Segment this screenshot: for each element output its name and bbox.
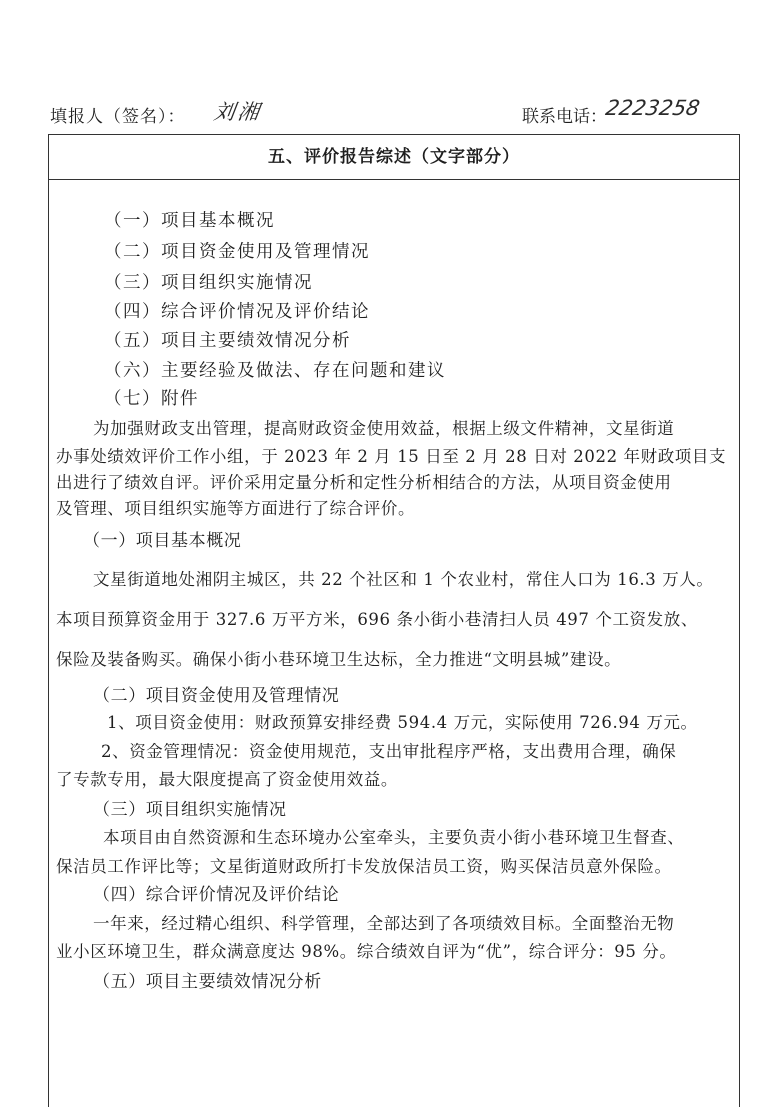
intro-line-1: 为加强财政支出管理，提高财政资金使用效益，根据上级文件精神，文星街道: [93, 419, 675, 438]
s1-line-3: 保险及装备购买。确保小街小巷环境卫生达标，全力推进“文明县城”建设。: [56, 650, 622, 669]
toc-item-1: （一）项目基本概况: [104, 211, 275, 231]
s1-heading: （一）项目基本概况: [83, 531, 242, 551]
intro-line-2: 办事处绩效评价工作小组，于 2023 年 2 月 15 日至 2 月 28 日对 2022 年财政项目支: [56, 447, 727, 466]
s2-heading: （二）项目资金使用及管理情况: [93, 686, 340, 706]
report-frame: [48, 134, 740, 1107]
toc-item-4: （四）综合评价情况及评价结论: [104, 302, 370, 322]
intro-line-3: 出进行了绩效自评。评价采用定量分析和定性分析相结合的方法，从项目资金使用: [56, 473, 672, 492]
s2-line-2: 2、资金管理情况：资金使用规范，支出审批程序严格，支出费用合理，确保: [101, 742, 677, 761]
s4-heading: （四）综合评价情况及评价结论: [93, 885, 340, 905]
handwritten-signature: 刘湘: [212, 100, 264, 124]
s1-line-1: 文星街道地处湘阴主城区，共 22 个社区和 1 个农业村，常住人口为 16.3 万人。: [93, 570, 714, 589]
toc-item-7: （七）附件: [104, 389, 199, 409]
s5-heading: （五）项目主要绩效情况分析: [93, 972, 322, 992]
toc-item-5: （五）项目主要绩效情况分析: [104, 331, 351, 351]
s3-heading: （三）项目组织实施情况: [93, 800, 287, 820]
s4-line-2: 业小区环境卫生，群众满意度达 98%。综合绩效自评为“优”，综合评分：95 分。: [56, 942, 677, 961]
s3-line-1: 本项目由自然资源和生态环境办公室牵头，主要负责小街小巷环境卫生督查、: [103, 828, 685, 847]
form-header: [0, 96, 771, 130]
toc-item-2: （二）项目资金使用及管理情况: [104, 242, 370, 262]
filler-label: 填报人（签名）：: [50, 107, 186, 127]
phone-label: 联系电话：: [522, 107, 607, 127]
s4-line-1: 一年来，经过精心组织、科学管理，全部达到了各项绩效目标。全面整治无物: [93, 914, 675, 933]
toc-item-3: （三）项目组织实施情况: [104, 273, 313, 293]
s1-line-2: 本项目预算资金用于 327.6 万平方米，696 条小街小巷清扫人员 497 个工资发放、: [56, 610, 698, 629]
s3-line-2: 保洁员工作评比等；文星街道财政所打卡发放保洁员工资，购买保洁员意外保险。: [56, 857, 672, 876]
handwritten-phone-number: 2223258: [603, 96, 702, 120]
s2-line-3: 了专款专用，最大限度提高了资金使用效益。: [56, 770, 398, 789]
intro-line-4: 及管理、项目组织实施等方面进行了综合评价。: [56, 499, 416, 518]
section-title: 五、评价报告综述（文字部分）: [49, 135, 739, 180]
s2-line-1: 1、项目资金使用：财政预算安排经费 594.4 万元，实际使用 726.94 万元。: [107, 713, 698, 732]
toc-item-6: （六）主要经验及做法、存在问题和建议: [104, 361, 446, 381]
